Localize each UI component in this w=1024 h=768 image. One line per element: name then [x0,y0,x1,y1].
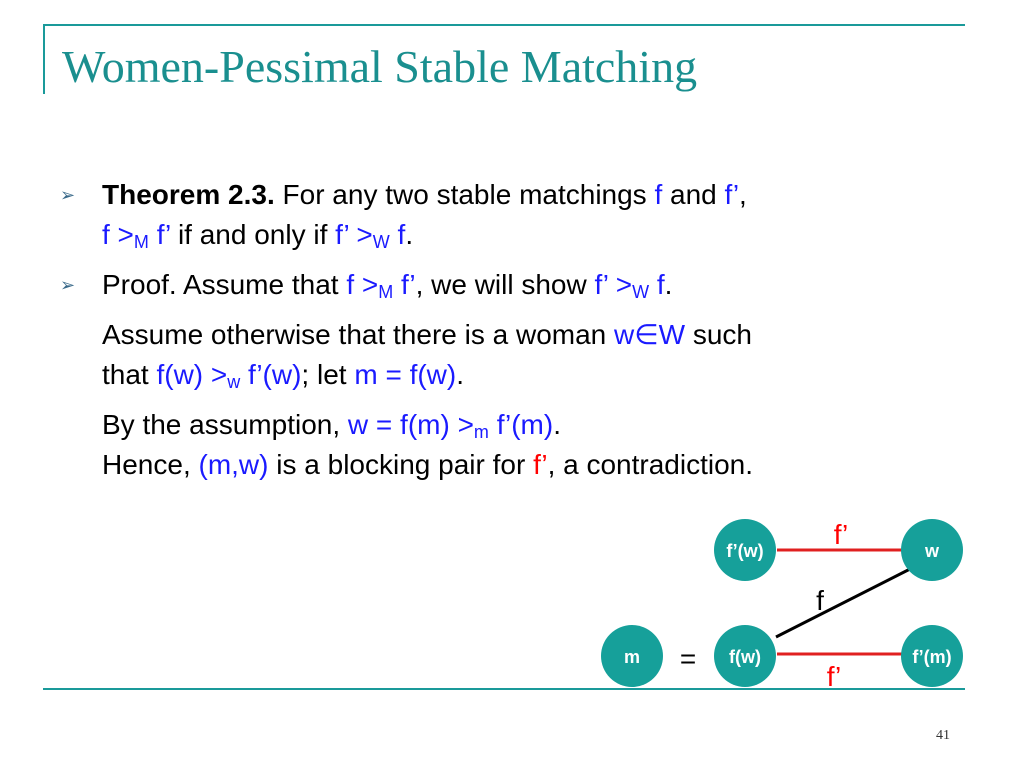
math-fprime-gt: f’ > [594,269,633,300]
math-fprime-w: f’(w) [240,359,302,390]
math-f-gt: f > [102,219,134,250]
proof-start: Proof. Assume that [102,269,347,300]
edge-label-bottom-fprime: f’ [826,661,842,692]
math-w-in-W: w∈W [614,319,686,350]
math-fw-gt: f(w) > [156,359,228,390]
math-fprime: f’ [393,269,416,300]
node-label-f-w: f(w) [729,647,761,667]
math-fprime-gt: f’ > [335,219,373,250]
para2-that: that [102,359,157,390]
page-title: Women-Pessimal Stable Matching [62,41,698,92]
math-f: f [654,179,663,210]
theorem-comma: , [739,179,747,210]
para3-hence: Hence, [102,449,199,480]
math-fprime: f’ [148,219,171,250]
edge-f-middle [776,568,912,637]
para3-period: . [553,409,561,440]
para3-contradiction: , a contradiction. [547,449,754,480]
edge-label-f: f [816,585,824,616]
math-w-eq: w = f(m) > [347,409,474,440]
proof-mid: , we will show [415,269,595,300]
sub-m: m [473,422,489,442]
bullet-arrow-icon: ➢ [60,275,76,295]
math-mw: (m,w) [198,449,269,480]
math-f: f [389,219,406,250]
node-label-fprime-m: f’(m) [912,647,952,667]
sub-M: M [133,232,149,252]
para2-let: ; let [301,359,355,390]
para2-start: Assume otherwise that there is a woman [102,319,615,350]
math-fprime-m: f’(m) [488,409,554,440]
page-number: 41 [936,728,950,743]
math-m-eq: m = f(w) [354,359,457,390]
theorem-text: For any two stable matchings [274,179,655,210]
sub-w: w [227,372,241,392]
proof-period: . [664,269,673,300]
edge-label-top-fprime: f’ [833,519,849,550]
sub-W: W [372,232,390,252]
math-f-gt: f > [346,269,379,300]
node-label-w: w [924,541,940,561]
equals-sign: = [679,643,697,674]
sub-W: W [632,282,650,302]
bullet-arrow-icon: ➢ [60,185,76,205]
theorem-and: and [662,179,725,210]
theorem-label: Theorem 2.3. [102,179,275,210]
math-fprime: f’ [533,449,548,480]
para2-such: such [685,319,752,350]
node-label-m: m [623,647,641,667]
theorem-iff: if and only if [170,219,336,250]
node-label-fprime-w: f’(w) [726,541,764,561]
para2-period: . [456,359,465,390]
math-f: f [649,269,665,300]
para3-start: By the assumption, [102,409,348,440]
para3-blocking: is a blocking pair for [268,449,534,480]
theorem-period: . [405,219,414,250]
math-fprime: f’ [724,179,740,210]
sub-M: M [378,282,394,302]
